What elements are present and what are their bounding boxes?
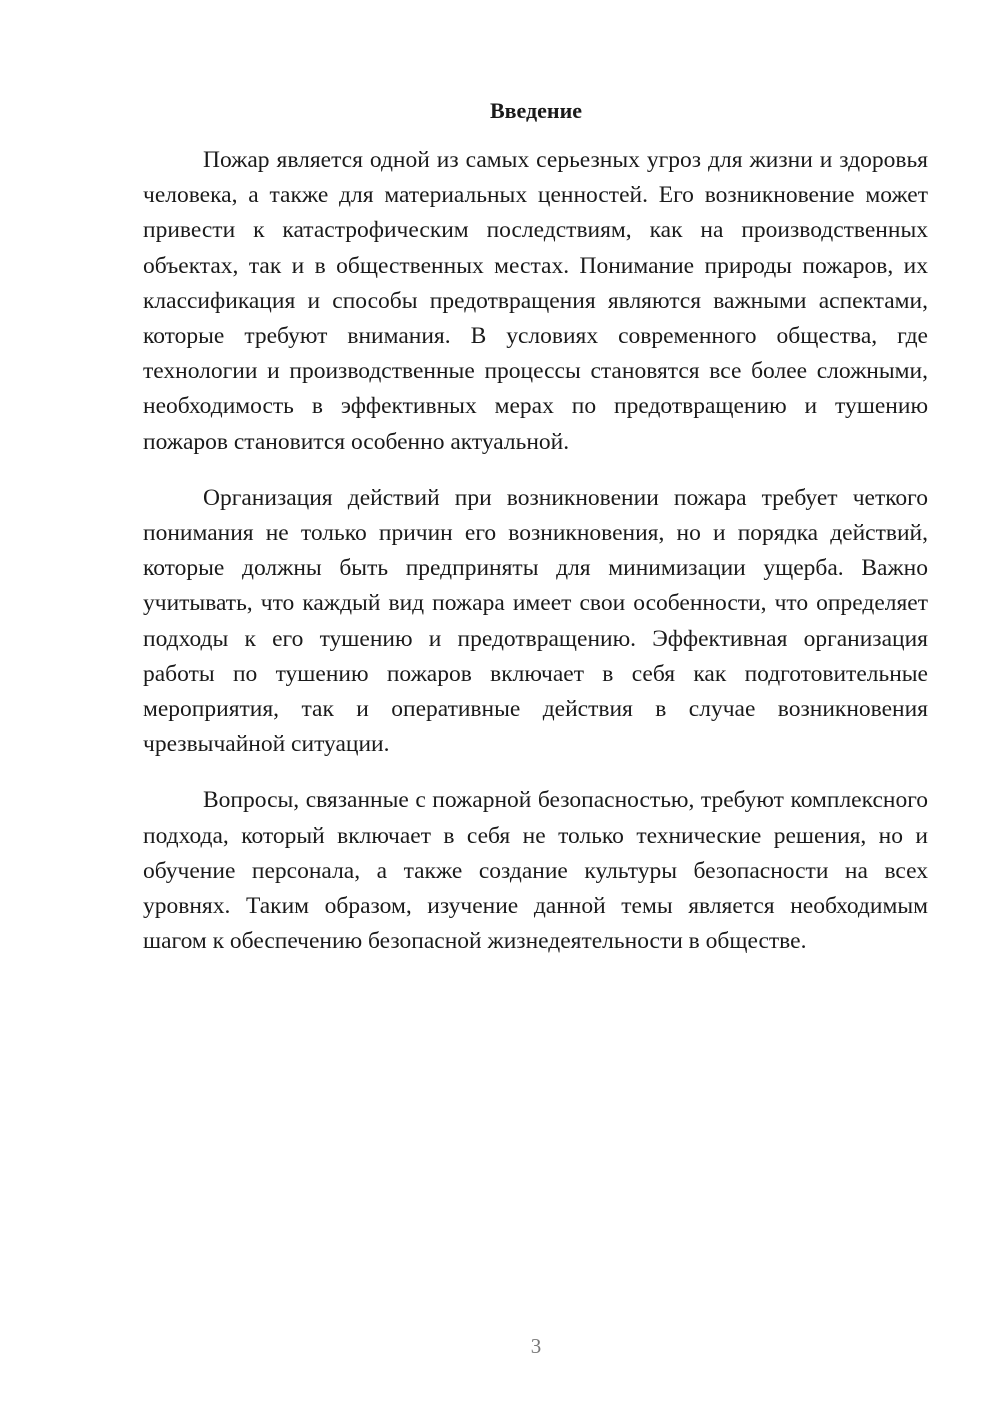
paragraph-3: Вопросы, связанные с пожарной безопасностью, требуют комплексного подхода, который включает в себя не только технические решения, но и обучение персонала, а также создание культуры безопасности на всех уровнях. Таким образом, изучение данной темы является необходимым шагом к обеспечению безопасной жизнедеятельности в обществе. xyxy=(143,787,928,955)
page-number: 3 xyxy=(530,1334,542,1358)
section-title: Введение xyxy=(489,98,583,123)
paragraph-1: Пожар является одной из самых серьезных угроз для жизни и здоровья человека, а также для материальных ценностей. Его возникновение может привести к катастрофическим последствиям, как на производственных объектах, так и в общественных местах. Понимание природы пожаров, их классификация и способы предотвращения являются важными аспектами, которые требуют внимания. В условиях современного общества, где технологии и производственные процессы становятся все более сложными, необходимость в эффективных мерах по предотвращению и тушению пожаров становится особенно актуальной. xyxy=(143,147,928,455)
paragraph-2: Организация действий при возникновении пожара требует четкого понимания не только причин его возникновения, но и порядка действий, которые должны быть предприняты для минимизации ущерба. Важно учитывать, что каждый вид пожара имеет свои особенности, что определяет подходы к его тушению и предотвращению. Эффективная организация работы по тушению пожаров включает в себя как подготовительные мероприятия, так и оперативные действия в случае возникновения чрезвычайной ситуации. xyxy=(143,484,928,758)
body-text xyxy=(143,143,928,980)
